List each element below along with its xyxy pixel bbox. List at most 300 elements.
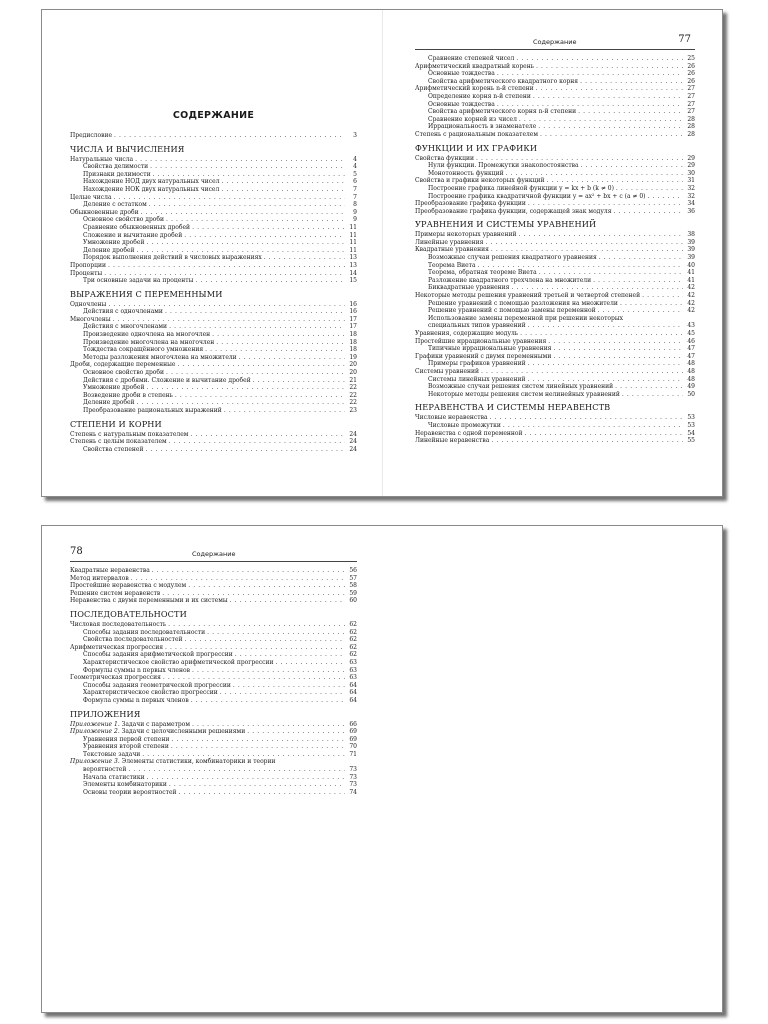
toc-entry[interactable] <box>415 254 695 262</box>
toc-page-number: 41 <box>687 276 695 284</box>
toc-entry-title: Построение графика линейной функции y = kx + b (k ≠ 0) <box>428 184 614 192</box>
toc-page-number: 42 <box>687 292 695 300</box>
dot-leader <box>192 667 345 675</box>
toc-entry[interactable] <box>70 789 357 797</box>
dot-leader <box>533 93 683 101</box>
toc-entry-title: специальных типов уравнений <box>428 322 526 330</box>
toc-entry[interactable] <box>415 284 695 292</box>
dot-leader <box>108 301 345 309</box>
toc-entry-title: Сравнение корней из чисел <box>428 115 517 123</box>
toc-entry-title: Многочлены <box>70 315 111 323</box>
toc-entry-title: Свойства функции <box>415 154 474 162</box>
toc-page-number: 64 <box>349 696 357 704</box>
dot-leader <box>553 345 683 353</box>
dot-leader <box>150 163 345 171</box>
toc-entry[interactable] <box>415 162 695 170</box>
book-gutter <box>382 10 383 496</box>
toc-entry[interactable] <box>70 582 357 590</box>
toc-entry[interactable] <box>415 170 695 178</box>
toc-column <box>70 567 357 796</box>
toc-entry-title: Проценты <box>70 269 103 277</box>
toc-page-number: 54 <box>687 429 695 437</box>
dot-leader <box>620 300 683 308</box>
toc-entry-title: Сравнение обыкновенных дробей <box>83 223 191 231</box>
toc-entry-title: Числовая последовательность <box>70 620 167 628</box>
toc-entry-title: Действия с одночленами <box>83 308 163 316</box>
toc-entry[interactable] <box>70 346 357 354</box>
toc-entry-title: Свойства арифметического корня n-й степени <box>428 108 577 116</box>
toc-page-number: 38 <box>687 231 695 239</box>
dot-leader <box>598 307 683 315</box>
toc-entry-title: Использование замены переменной при решении некоторых <box>428 314 624 322</box>
toc-entry-title <box>70 728 245 736</box>
toc-page-number: 13 <box>349 254 357 262</box>
dot-leader <box>146 239 345 247</box>
toc-page-number: 19 <box>349 353 357 361</box>
toc-page-number: 7 <box>353 193 357 201</box>
toc-entry-title: Уравнения, содержащие модуль <box>415 330 519 337</box>
dot-leader <box>536 85 683 93</box>
dot-leader <box>153 171 345 179</box>
toc-entry-title: Дроби, содержащие переменные <box>70 361 176 369</box>
toc-entry[interactable] <box>70 674 357 682</box>
toc-entry[interactable] <box>415 93 695 101</box>
toc-entry-title: Возведение дроби в степень <box>83 391 173 399</box>
toc-page-number: 53 <box>687 414 695 422</box>
toc-page-number: 63 <box>349 666 357 674</box>
toc-entry[interactable] <box>70 277 357 285</box>
toc-page-number: 63 <box>349 658 357 666</box>
toc-entry-title: Арифметическая прогрессия <box>70 643 164 651</box>
toc-entry-title: Целые числа <box>70 193 112 201</box>
toc-page-number: 31 <box>687 177 695 185</box>
toc-page-number: 11 <box>349 239 357 247</box>
toc-entry[interactable] <box>70 567 357 575</box>
toc-page-number: 21 <box>349 376 357 384</box>
toc-entry[interactable] <box>415 437 695 445</box>
toc-entry[interactable] <box>415 292 695 300</box>
toc-entry[interactable] <box>70 689 357 697</box>
toc-entry[interactable] <box>415 277 695 285</box>
toc-entry[interactable] <box>70 377 357 385</box>
dot-leader <box>175 392 345 400</box>
toc-page-number: 6 <box>353 178 357 186</box>
toc-entry-title: Построение графика квадратичной функции y = ax² + bx + c (a ≠ 0) <box>428 192 646 200</box>
dot-leader <box>253 377 345 385</box>
toc-page-number: 22 <box>349 399 357 407</box>
toc-entry[interactable] <box>415 131 695 139</box>
toc-entry[interactable] <box>415 85 695 93</box>
toc-entry-title: Натуральные числа <box>70 155 134 163</box>
toc-entry-title: Решение уравнений с помощью замены переменной <box>428 307 596 315</box>
toc-entry[interactable] <box>415 246 695 254</box>
toc-entry-title: Характеристическое свойство арифметической прогрессии <box>83 658 274 666</box>
toc-entry[interactable] <box>70 232 357 240</box>
toc-entry-title: Некоторые методы решения уравнений третьей и четвертой степеней <box>415 292 641 300</box>
toc-entry[interactable] <box>415 383 695 391</box>
dot-leader <box>516 55 683 63</box>
dot-leader <box>578 108 683 116</box>
toc-page-number: 11 <box>349 223 357 231</box>
toc-entry[interactable] <box>70 308 357 316</box>
dot-leader <box>169 781 345 789</box>
toc-entry[interactable] <box>415 269 695 277</box>
toc-entry[interactable] <box>70 194 357 202</box>
toc-entry-title: Теорема, обратная теореме Виета <box>428 269 537 277</box>
toc-entry[interactable] <box>70 431 357 439</box>
toc-entry-title: Арифметический корень n-й степени <box>415 85 534 93</box>
dot-leader <box>192 224 345 232</box>
toc-page-number: 11 <box>349 246 357 254</box>
dot-leader <box>497 101 683 109</box>
toc-page-number: 5 <box>353 170 357 178</box>
toc-entry[interactable] <box>70 247 357 255</box>
toc-entry[interactable] <box>415 300 695 308</box>
toc-entry[interactable] <box>70 171 357 179</box>
dot-leader <box>207 629 345 637</box>
page-number: 77 <box>678 34 691 45</box>
toc-entry[interactable] <box>70 736 357 744</box>
toc-entry[interactable] <box>70 369 357 377</box>
dot-leader <box>171 736 345 744</box>
toc-entry-title: Простейшие иррациональные уравнения <box>415 337 547 345</box>
dot-leader <box>497 70 683 78</box>
toc-entry[interactable] <box>70 446 357 454</box>
toc-entry[interactable] <box>70 354 357 362</box>
toc-entry-title: Методы разложения многочлена на множители <box>83 353 237 361</box>
toc-entry[interactable] <box>415 422 695 430</box>
dot-leader <box>104 270 345 278</box>
toc-entry[interactable] <box>70 721 357 729</box>
toc-entry[interactable] <box>415 307 695 315</box>
toc-section-heading: ПРИЛОЖЕНИЯ <box>70 708 141 719</box>
toc-entry-title: Произведение одночлена на многочлен <box>83 331 211 339</box>
dot-leader <box>128 766 345 774</box>
dot-leader <box>221 186 345 194</box>
toc-page-number: 57 <box>349 574 357 582</box>
toc-entry-title: Пропорции <box>70 261 106 269</box>
toc-page-78 <box>41 525 723 1013</box>
toc-entry[interactable] <box>70 781 357 789</box>
dot-leader <box>190 431 345 439</box>
toc-page-number: 64 <box>349 681 357 689</box>
dot-leader <box>581 162 683 170</box>
toc-entry[interactable] <box>70 384 357 392</box>
toc-entry[interactable] <box>70 590 357 598</box>
toc-entry-title: Начала статистики <box>83 773 145 781</box>
toc-entry-title: Способы задания последовательности <box>83 628 206 636</box>
toc-entry[interactable] <box>415 63 695 71</box>
dot-leader <box>615 383 683 391</box>
dot-leader <box>177 361 345 369</box>
toc-entry[interactable] <box>415 360 695 368</box>
toc-entry[interactable] <box>70 262 357 270</box>
toc-page-number: 63 <box>349 674 357 682</box>
toc-entry[interactable] <box>70 743 357 751</box>
dot-leader <box>511 284 683 292</box>
toc-entry[interactable] <box>415 155 695 163</box>
toc-entry-title: Свойства делимости <box>83 163 149 171</box>
toc-entry[interactable] <box>70 636 357 644</box>
toc-entry-title: Биквадратные уравнения <box>428 284 510 292</box>
toc-entry[interactable] <box>70 728 357 736</box>
toc-list <box>70 132 357 453</box>
toc-page-number: 69 <box>349 728 357 736</box>
toc-entry-title: Системы уравнений <box>415 367 480 375</box>
toc-entry[interactable] <box>415 239 695 247</box>
toc-entry-title: Числовые неравенства <box>415 414 488 422</box>
toc-entry[interactable] <box>70 254 357 262</box>
toc-entry-title: Некоторые методы решения систем нелинейных уравнений <box>428 390 620 398</box>
toc-page-number: 26 <box>687 62 695 70</box>
toc-entry[interactable] <box>415 376 695 384</box>
appendix-title: Задачи с параметром <box>119 720 191 728</box>
toc-entry[interactable] <box>70 216 357 224</box>
dot-leader <box>108 262 345 270</box>
toc-entry-title: Нахождение НОК двух натуральных чисел <box>83 185 220 193</box>
toc-entry[interactable] <box>415 262 695 270</box>
dot-leader <box>165 644 345 652</box>
toc-entry[interactable] <box>70 224 357 232</box>
toc-entry[interactable] <box>70 323 357 331</box>
dot-leader <box>171 743 345 751</box>
dot-leader <box>527 376 683 384</box>
toc-entry-title: Деление дробей <box>83 399 135 407</box>
dot-leader <box>491 437 683 445</box>
toc-entry-title: Одночлены <box>70 300 107 308</box>
toc-entry[interactable] <box>70 301 357 309</box>
toc-entry-title: Свойства арифметического квадратного корня <box>428 77 579 85</box>
toc-entry[interactable] <box>70 186 357 194</box>
toc-entry-title: Неравенства с двумя переменными и их системы <box>70 597 228 605</box>
toc-page-number: 48 <box>687 375 695 383</box>
toc-entry[interactable] <box>415 338 695 346</box>
toc-entry-title: Способы задания геометрической прогрессии <box>83 681 231 689</box>
toc-entry[interactable] <box>70 239 357 247</box>
toc-entry[interactable] <box>70 156 357 164</box>
dot-leader <box>264 254 345 262</box>
running-header-label: Содержание <box>533 38 577 46</box>
toc-entry[interactable] <box>70 621 357 629</box>
dot-leader <box>166 369 345 377</box>
toc-entry[interactable] <box>415 116 695 124</box>
dot-leader <box>145 446 345 454</box>
toc-entry[interactable] <box>70 751 357 759</box>
dot-leader <box>519 116 683 124</box>
dot-leader <box>485 239 683 247</box>
toc-entry[interactable] <box>415 200 695 208</box>
dot-leader <box>476 155 683 163</box>
toc-entry-title: Уравнения второй степени <box>83 743 169 751</box>
toc-entry[interactable] <box>415 185 695 193</box>
toc-entry[interactable] <box>70 201 357 209</box>
toc-entry-title: Геометрическая прогрессия <box>70 674 161 682</box>
dot-leader <box>540 131 683 139</box>
toc-entry-title: Текстовые задачи <box>83 750 141 758</box>
dot-leader <box>166 216 345 224</box>
toc-entry-title: Квадратные неравенства <box>70 567 150 574</box>
toc-entry[interactable] <box>70 774 357 782</box>
toc-entry[interactable] <box>70 132 357 140</box>
toc-entry[interactable] <box>415 345 695 353</box>
toc-entry[interactable] <box>70 399 357 407</box>
dot-leader <box>212 331 345 339</box>
toc-entry[interactable] <box>70 644 357 652</box>
toc-section-heading: ВЫРАЖЕНИЯ С ПЕРЕМЕННЫМИ <box>70 288 223 299</box>
toc-page-number: 73 <box>349 781 357 789</box>
toc-entry[interactable] <box>415 193 695 201</box>
dot-leader <box>185 636 345 644</box>
dot-leader <box>165 308 345 316</box>
toc-entry[interactable] <box>70 163 357 171</box>
toc-page-number: 27 <box>687 108 695 116</box>
toc-entry-title: Метод интервалов <box>70 574 129 582</box>
toc-page-number: 64 <box>349 689 357 697</box>
toc-entry[interactable] <box>70 575 357 583</box>
toc-entry-title: Основные тождества <box>428 100 495 108</box>
dot-leader <box>235 651 345 659</box>
toc-entry[interactable] <box>70 682 357 690</box>
running-header-label: Содержание <box>192 550 236 558</box>
toc-page-number: 28 <box>687 130 695 138</box>
toc-section-heading: УРАВНЕНИЯ И СИСТЕМЫ УРАВНЕНИЙ <box>415 219 597 230</box>
toc-entry-title: Возможные случаи решения квадратного уравнения <box>428 254 597 262</box>
toc-page-number: 62 <box>349 636 357 644</box>
toc-page-number: 59 <box>349 589 357 597</box>
toc-entry[interactable] <box>70 597 357 605</box>
toc-entry[interactable] <box>70 178 357 186</box>
toc-page-number: 16 <box>349 300 357 308</box>
toc-page-number: 50 <box>687 390 695 398</box>
dot-leader <box>525 430 683 438</box>
toc-entry[interactable] <box>70 339 357 347</box>
toc-entry[interactable] <box>415 177 695 185</box>
toc-entry-title: Основные тождества <box>428 70 495 78</box>
toc-entry-title: Основное свойство дроби <box>83 216 165 224</box>
toc-entry[interactable] <box>70 766 357 774</box>
toc-page-number: 14 <box>349 269 357 277</box>
toc-entry[interactable] <box>70 651 357 659</box>
toc-entry[interactable] <box>70 629 357 637</box>
toc-entry[interactable] <box>70 758 357 766</box>
toc-entry[interactable] <box>415 55 695 63</box>
toc-page-number: 47 <box>687 345 695 353</box>
toc-entry[interactable] <box>70 392 357 400</box>
toc-entry-title: Монотонность функций <box>428 169 504 177</box>
toc-entry-title: Нули функции. Промежутки знакопостоянства <box>428 162 579 170</box>
toc-page-number: 39 <box>687 246 695 254</box>
toc-entry-title: Три основные задачи на проценты <box>83 277 194 285</box>
toc-left-column <box>70 110 357 453</box>
toc-entry[interactable] <box>415 108 695 116</box>
toc-entry-title: Уравнения первой степени <box>83 735 170 743</box>
toc-entry[interactable] <box>415 353 695 361</box>
toc-entry[interactable] <box>415 368 695 376</box>
toc-entry[interactable] <box>70 209 357 217</box>
dot-leader <box>616 185 683 193</box>
dot-leader <box>506 170 683 178</box>
toc-entry-title: Возможные случаи решения систем линейных уравнений <box>428 383 614 391</box>
toc-entry[interactable] <box>70 331 357 339</box>
toc-page-number: 29 <box>687 162 695 170</box>
dot-leader <box>276 659 345 667</box>
dot-leader <box>141 209 345 217</box>
toc-page-number: 20 <box>349 361 357 369</box>
toc-entry[interactable] <box>415 78 695 86</box>
appendix-title: Задачи с целочисленными решениями <box>119 728 246 736</box>
toc-page-number: 7 <box>353 185 357 193</box>
dot-leader <box>114 132 345 140</box>
toc-list <box>415 55 695 445</box>
toc-page-number: 48 <box>687 367 695 375</box>
dot-leader <box>192 721 345 729</box>
toc-entry[interactable] <box>70 270 357 278</box>
toc-entry[interactable] <box>70 407 357 415</box>
toc-entry[interactable] <box>415 330 695 338</box>
dot-leader <box>195 277 345 285</box>
toc-entry-title: Способы задания арифметической прогрессии <box>83 651 233 659</box>
appendix-label: Приложение 1. <box>70 720 120 728</box>
toc-page-number: 30 <box>687 169 695 177</box>
dot-leader <box>518 231 683 239</box>
toc-page-number: 53 <box>687 421 695 429</box>
toc-entry[interactable] <box>415 315 695 323</box>
toc-entry[interactable] <box>70 316 357 324</box>
toc-entry-title: Свойства и графики некоторых функций <box>415 177 545 185</box>
dot-leader <box>642 292 683 300</box>
toc-entry[interactable] <box>70 659 357 667</box>
toc-entry-title: Свойства последовательностей <box>83 636 183 644</box>
toc-page-number: 9 <box>353 208 357 216</box>
toc-entry[interactable] <box>415 414 695 422</box>
toc-page-number: 36 <box>687 207 695 215</box>
toc-entry-title: Примеры некоторых уравнений <box>415 231 517 239</box>
toc-page-number: 73 <box>349 766 357 774</box>
dot-leader <box>247 728 345 736</box>
toc-entry[interactable] <box>415 208 695 216</box>
dot-leader <box>179 789 345 797</box>
toc-page-number: 42 <box>687 299 695 307</box>
toc-entry[interactable] <box>415 123 695 131</box>
toc-page-number: 27 <box>687 100 695 108</box>
toc-page-number: 34 <box>687 200 695 208</box>
toc-entry[interactable] <box>70 361 357 369</box>
toc-entry[interactable] <box>415 101 695 109</box>
toc-entry[interactable] <box>415 70 695 78</box>
toc-entry-title: Характеристическое свойство прогрессии <box>83 689 218 697</box>
toc-entry-title: Элементы комбинаторики <box>83 781 167 789</box>
toc-page-number: 11 <box>349 231 357 239</box>
toc-page-number: 24 <box>349 438 357 446</box>
toc-entry-title: Основное свойство дроби <box>83 369 165 377</box>
toc-page-number: 73 <box>349 773 357 781</box>
toc-entry[interactable] <box>415 391 695 399</box>
toc-entry[interactable] <box>70 438 357 446</box>
toc-page-number: 45 <box>687 330 695 337</box>
toc-page-number: 22 <box>349 391 357 399</box>
toc-page-number: 32 <box>687 192 695 200</box>
toc-entry[interactable] <box>415 231 695 239</box>
toc-entry[interactable] <box>415 430 695 438</box>
dot-leader <box>188 582 345 590</box>
toc-page-number: 18 <box>349 331 357 339</box>
toc-entry[interactable] <box>415 322 695 330</box>
toc-entry[interactable] <box>70 667 357 675</box>
appendix-title: Элементы статистики, комбинаторики и теории <box>119 758 276 766</box>
dot-leader <box>147 774 345 782</box>
toc-entry[interactable] <box>70 697 357 705</box>
toc-page-number: 9 <box>353 216 357 224</box>
